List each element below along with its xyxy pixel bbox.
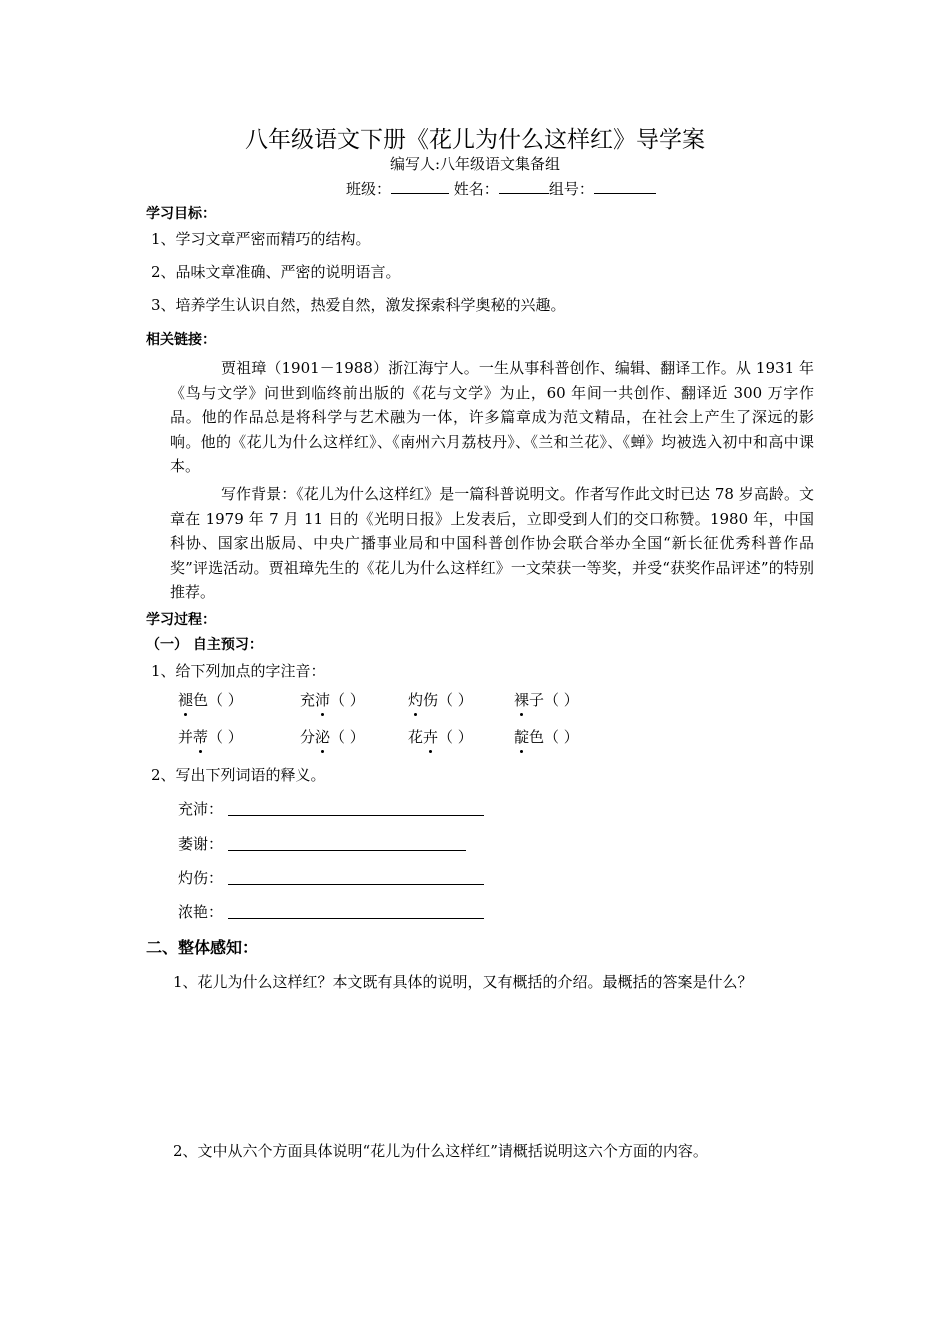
objective-item: 1、学习文章严密而精巧的结构。 (151, 230, 371, 248)
class-blank[interactable] (391, 179, 449, 194)
definition-answer-line[interactable] (228, 884, 484, 885)
pinyin-item[interactable]: 灼伤（ ） (408, 691, 473, 709)
objectives-heading: 学习目标： (146, 206, 216, 222)
process-heading: 学习过程： (146, 612, 216, 628)
group-blank[interactable] (594, 179, 656, 194)
author-bio-paragraph: 贾祖璋（1901－1988）浙江海宁人。一生从事科普创作、编辑、翻译工作。从 1931 年《鸟与文学》问世到临终前出版的《花与文学》为止，60 年间一共创作、翻译近 300 万字作品。他的作品总是将科学与艺术融为一体，许多篇章成为范文精品，在社会上产生了深远的影响。他的《花儿为什么这样红》、《南州六月荔枝丹》、《兰和兰花》、《蝉》均被选入初中和高中课本。 (170, 359, 814, 476)
definition-label: 充沛： (178, 800, 224, 818)
links-heading: 相关链接： (146, 332, 216, 348)
pinyin-item[interactable]: 分泌（ ） (300, 728, 365, 746)
author-line: 编写人:八年级语文集备组 (389, 155, 561, 173)
self-study-heading: （一） 自主预习： (146, 637, 263, 653)
student-info-line (346, 178, 656, 199)
overall-question-1: 1、花儿为什么这样红？本文既有具体的说明，又有概括的介绍。最概括的答案是什么？ (173, 973, 753, 991)
definition-label: 萎谢： (178, 835, 224, 853)
pinyin-item[interactable]: 靛色（ ） (514, 728, 579, 746)
overall-question-2: 2、文中从六个方面具体说明“花儿为什么这样红”请概括说明这六个方面的内容。 (173, 1142, 708, 1160)
definition-label: 浓艳： (178, 903, 224, 921)
pinyin-item[interactable]: 充沛（ ） (300, 691, 365, 709)
definition-answer-line[interactable] (228, 815, 484, 816)
definition-label: 灼伤： (178, 869, 224, 887)
definition-answer-line[interactable] (228, 850, 466, 851)
page-title: 八年级语文下册《花儿为什么这样红》导学案 (245, 127, 705, 153)
name-blank[interactable] (499, 179, 549, 194)
name-label: 姓名： (453, 180, 499, 198)
question-definitions: 2、写出下列词语的释义。 (151, 766, 326, 784)
overall-heading: 二、整体感知： (146, 938, 259, 957)
pinyin-item[interactable]: 花卉（ ） (408, 728, 473, 746)
objective-item: 3、培养学生认识自然，热爱自然，激发探索科学奥秘的兴趣。 (151, 296, 566, 314)
question-pinyin: 1、给下列加点的字注音： (151, 662, 326, 680)
objective-item: 2、品味文章准确、严密的说明语言。 (151, 263, 401, 281)
pinyin-item[interactable]: 并蒂（ ） (178, 728, 243, 746)
class-label: 班级： (346, 180, 392, 198)
group-label: 组号： (548, 180, 594, 198)
pinyin-item[interactable]: 褪色（ ） (178, 691, 243, 709)
definition-answer-line[interactable] (228, 918, 484, 919)
pinyin-item[interactable]: 裸子（ ） (514, 691, 579, 709)
background-paragraph: 写作背景：《花儿为什么这样红》是一篇科普说明文。作者写作此文时已达 78 岁高龄。文章在 1979 年 7 月 11 日的《光明日报》上发表后，立即受到人们的交口称赞。1980 年，中国科协、国家出版局、中央广播事业局和中国科普创作协会联合举办全国“新长征优秀科普作品奖”评选活动。贾祖璋先生的《花儿为什么这样红》一文荣获一等奖，并受“获奖作品评述”的特别推荐。 (170, 485, 814, 602)
